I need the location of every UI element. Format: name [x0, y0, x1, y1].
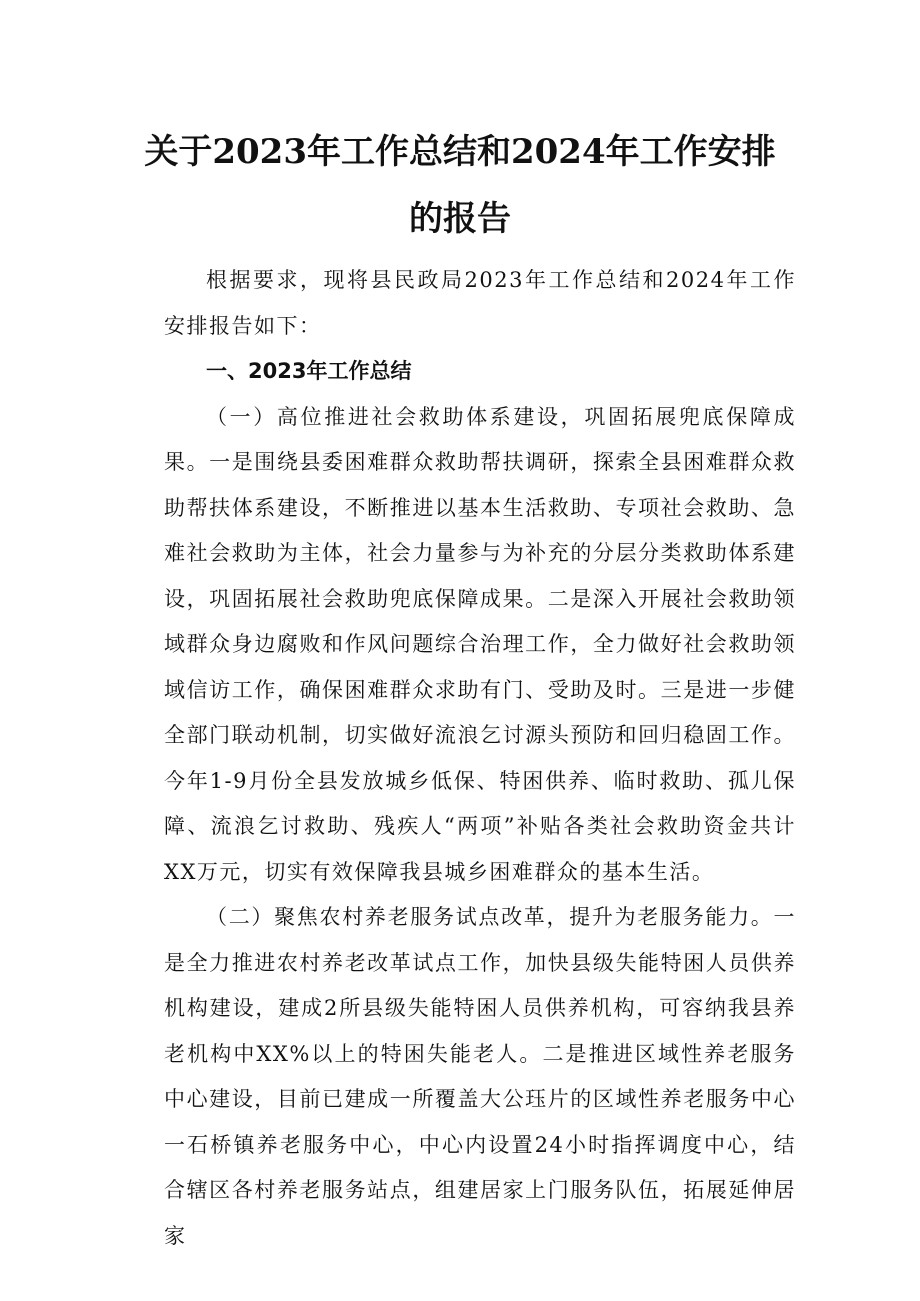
section-heading: 一、2023年工作总结	[206, 359, 412, 383]
document-body	[164, 258, 796, 1259]
document-title-line-1: 关于2023年工作总结和2024年工作安排	[144, 132, 776, 172]
paragraph-social-assistance: （一）高位推进社会救助体系建设，巩固拓展兜底保障成果。一是围绕县委困难群众救助帮扶调研，探索全县困难群众救助帮扶体系建设，不断推进以基本生活救助、专项社会救助、急难社会救助为主体，社会力量参与为补充的分层分类救助体系建设，巩固拓展社会救助兜底保障成果。二是深入开展社会救助领域群众身边腐败和作风问题综合治理工作，全力做好社会救助领域信访工作，确保困难群众求助有门、受助及时。三是进一步健全部门联动机制，切实做好流浪乞讨源头预防和回归稳固工作。今年1-9月份全县发放城乡低保、特困供养、临时救助、孤儿保障、流浪乞讨救助、残疾人“两项”补贴各类社会救助资金共计XX万元，切实有效保障我县城乡困难群众的基本生活。	[164, 404, 796, 884]
paragraph-elderly-care: （二）聚焦农村养老服务试点改革，提升为老服务能力。一是全力推进农村养老改革试点工作，加快县级失能特困人员供养机构建设，建成2所县级失能特困人员供养机构，可容纳我县养老机构中XX%以上的特困失能老人。二是推进区域性养老服务中心建设，目前已建成一所覆盖大公珏片的区域性养老服务中心一石桥镇养老服务中心，中心内设置24小时指挥调度中心，结合辖区各村养老服务站点，组建居家上门服务队伍，拓展延伸居家	[164, 905, 796, 1248]
document-title-line-2: 的报告	[409, 199, 511, 239]
intro-paragraph: 根据要求，现将县民政局2023年工作总结和2024年工作安排报告如下：	[164, 268, 796, 338]
